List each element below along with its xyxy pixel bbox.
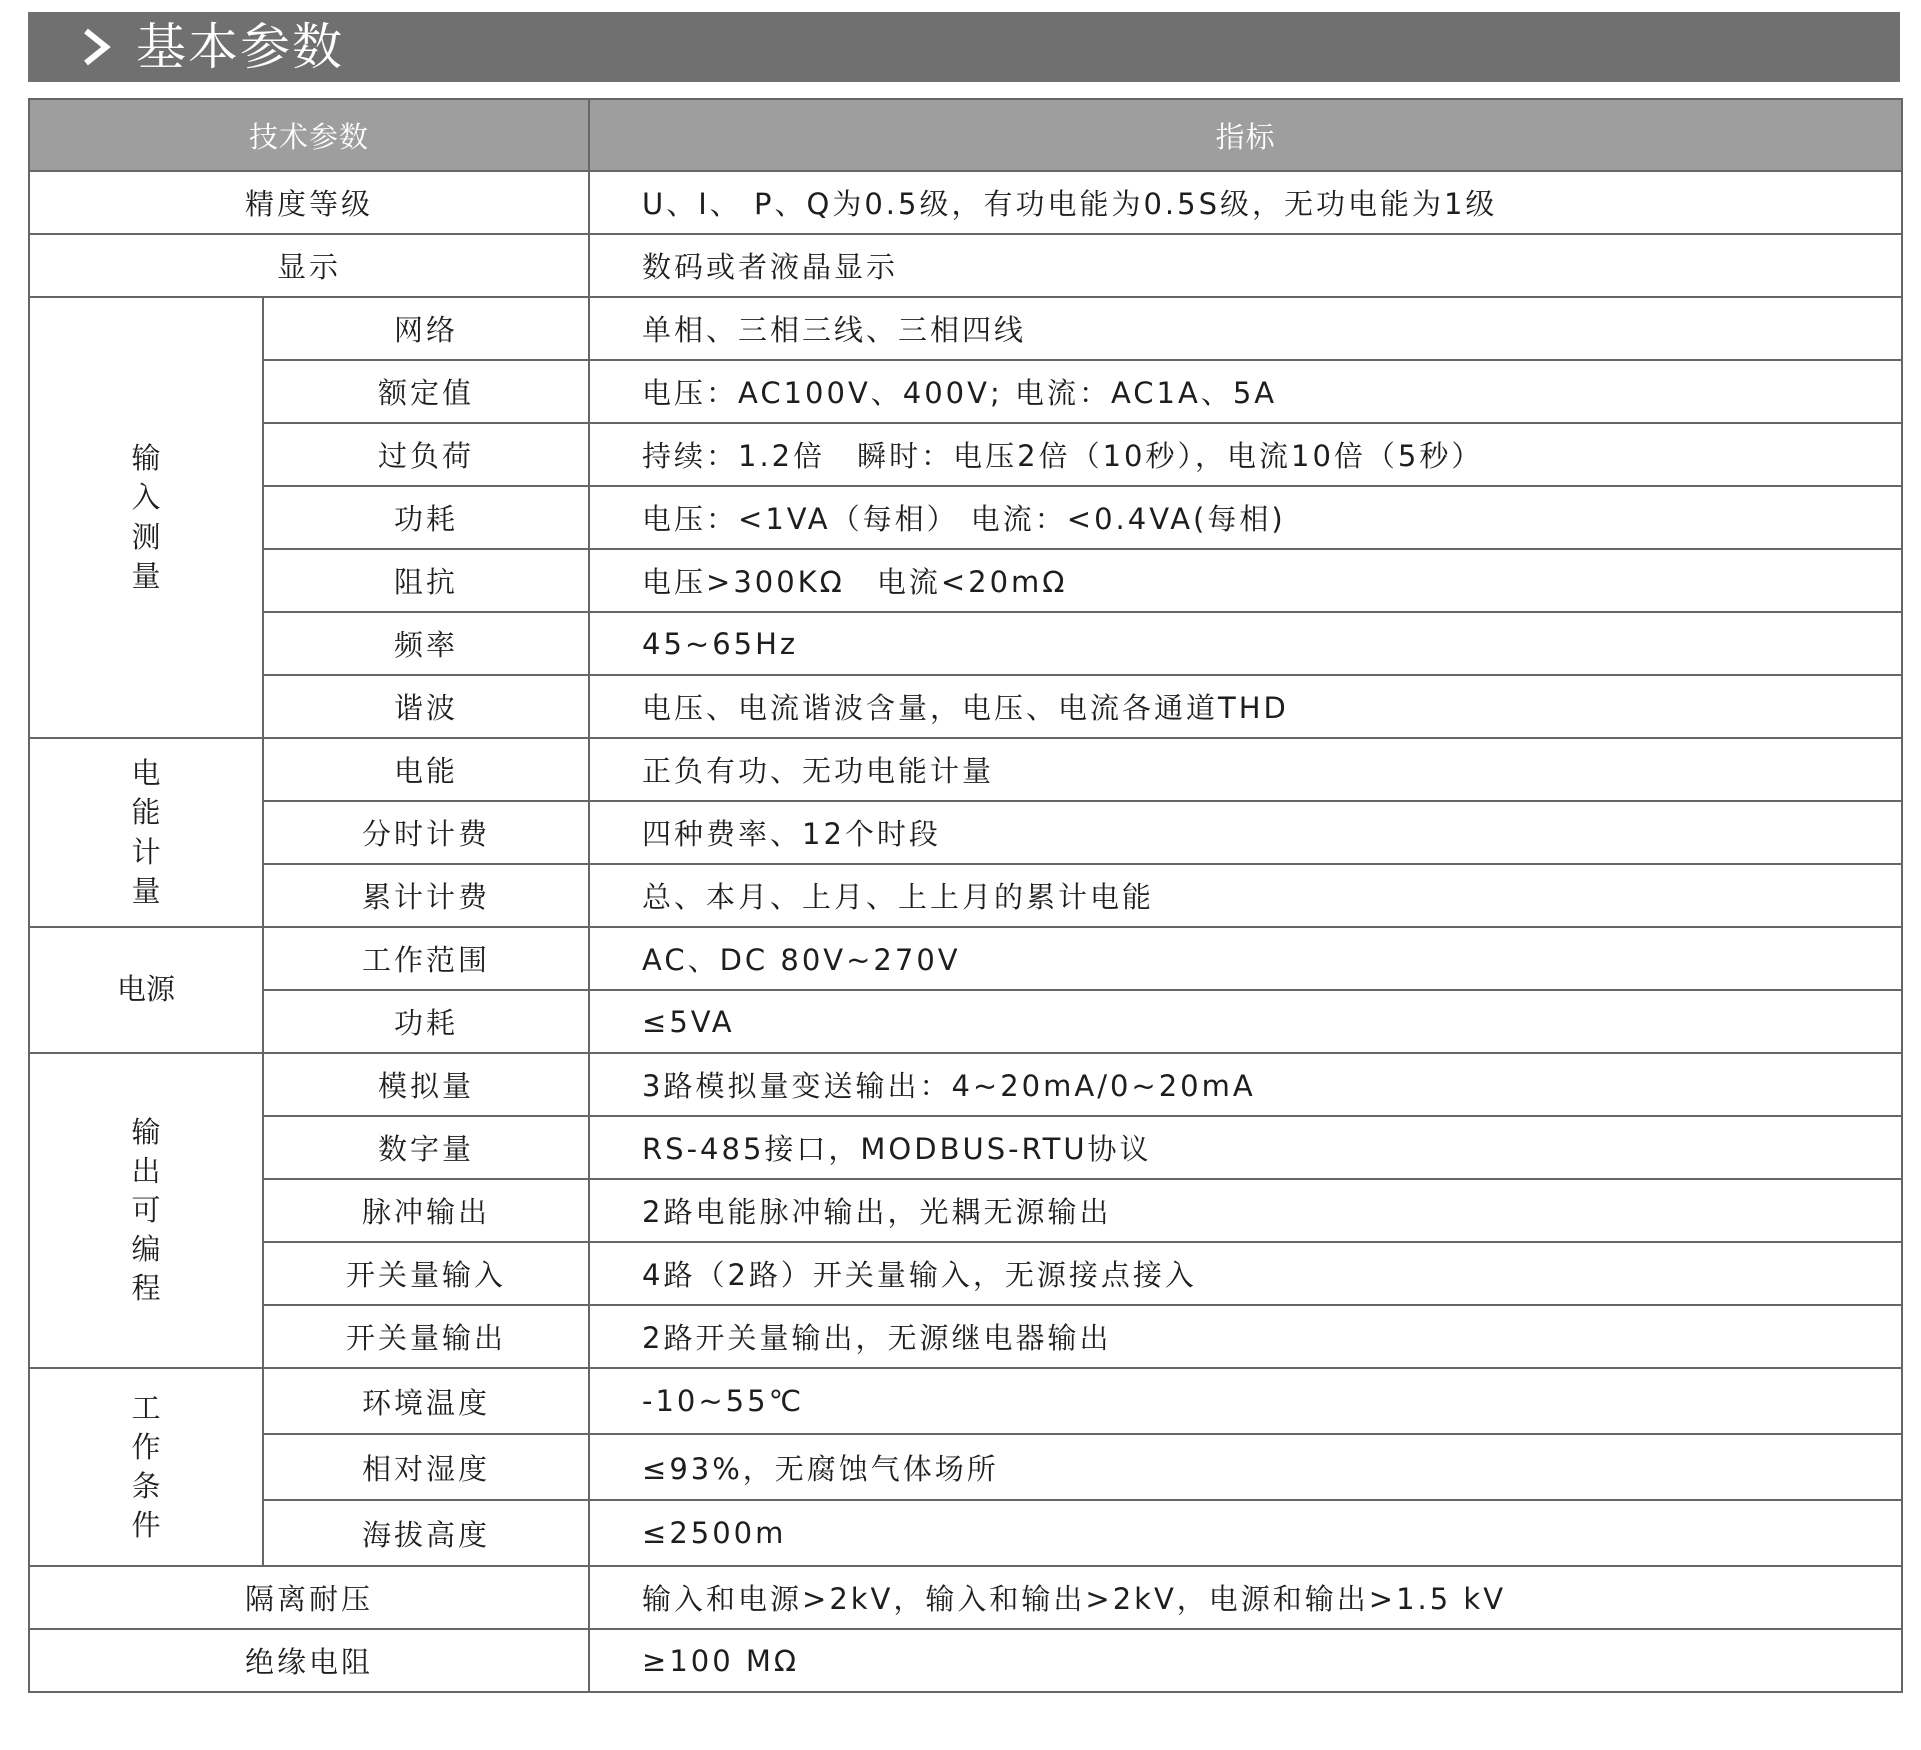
param-value: 电压、电流谐波含量，电压、电流各通道THD bbox=[589, 675, 1902, 738]
param-value: -10~55℃ bbox=[589, 1368, 1902, 1434]
param-label: 网络 bbox=[263, 297, 589, 360]
table-row bbox=[29, 549, 1902, 612]
table-row bbox=[29, 927, 1902, 990]
param-value: ≤5VA bbox=[589, 990, 1902, 1053]
param-value: 单相、三相三线、三相四线 bbox=[589, 297, 1902, 360]
param-label: 精度等级 bbox=[29, 171, 589, 234]
group-label: 电能计量 bbox=[131, 756, 161, 908]
group-label-cell bbox=[29, 1053, 263, 1368]
table-row bbox=[29, 1242, 1902, 1305]
param-label: 谐波 bbox=[263, 675, 589, 738]
param-value: ≤2500m bbox=[589, 1500, 1902, 1566]
param-label: 模拟量 bbox=[263, 1053, 589, 1116]
param-label: 过负荷 bbox=[263, 423, 589, 486]
param-label: 相对湿度 bbox=[263, 1434, 589, 1500]
param-label: 功耗 bbox=[263, 486, 589, 549]
param-label: 电能 bbox=[263, 738, 589, 801]
group-label-cell bbox=[29, 297, 263, 738]
param-label: 分时计费 bbox=[263, 801, 589, 864]
table-row bbox=[29, 1434, 1902, 1500]
param-value: RS-485接口，MODBUS-RTU协议 bbox=[589, 1116, 1902, 1179]
param-label: 脉冲输出 bbox=[263, 1179, 589, 1242]
group-label-cell bbox=[29, 738, 263, 927]
param-label: 开关量输入 bbox=[263, 1242, 589, 1305]
group-label: 电源 bbox=[116, 972, 175, 1007]
table-row bbox=[29, 738, 1902, 801]
param-label: 频率 bbox=[263, 612, 589, 675]
param-label: 功耗 bbox=[263, 990, 589, 1053]
param-value: ≥100 MΩ bbox=[589, 1629, 1902, 1692]
table-row bbox=[29, 486, 1902, 549]
table-row bbox=[29, 864, 1902, 927]
param-value: 电压：AC100V、400V; 电流：AC1A、5A bbox=[589, 360, 1902, 423]
table-row bbox=[29, 234, 1902, 297]
table-row bbox=[29, 360, 1902, 423]
table-row bbox=[29, 1368, 1902, 1434]
param-label: 绝缘电阻 bbox=[29, 1629, 589, 1692]
table-row bbox=[29, 801, 1902, 864]
param-value: 3路模拟量变送输出：4~20mA/0~20mA bbox=[589, 1053, 1902, 1116]
param-label: 显示 bbox=[29, 234, 589, 297]
param-value: AC、DC 80V~270V bbox=[589, 927, 1902, 990]
table-row bbox=[29, 612, 1902, 675]
param-label: 数字量 bbox=[263, 1116, 589, 1179]
param-label: 额定值 bbox=[263, 360, 589, 423]
table-row bbox=[29, 1116, 1902, 1179]
param-label: 隔离耐压 bbox=[29, 1566, 589, 1629]
param-label: 累计计费 bbox=[263, 864, 589, 927]
param-value: 输入和电源>2kV，输入和输出>2kV，电源和输出>1.5 kV bbox=[589, 1566, 1902, 1629]
section-title-bar bbox=[28, 12, 1900, 82]
param-label: 海拔高度 bbox=[263, 1500, 589, 1566]
group-label: 输入测量 bbox=[131, 441, 161, 593]
column-header-value: 指标 bbox=[589, 99, 1902, 171]
spec-table bbox=[28, 98, 1903, 1693]
group-label-cell bbox=[29, 927, 263, 1053]
table-row bbox=[29, 171, 1902, 234]
table-row bbox=[29, 990, 1902, 1053]
group-label: 工作条件 bbox=[131, 1390, 161, 1543]
table-row bbox=[29, 675, 1902, 738]
param-value: 45~65Hz bbox=[589, 612, 1902, 675]
param-value: 正负有功、无功电能计量 bbox=[589, 738, 1902, 801]
table-header-row bbox=[29, 99, 1902, 171]
param-label: 阻抗 bbox=[263, 549, 589, 612]
table-row bbox=[29, 423, 1902, 486]
param-label: 工作范围 bbox=[263, 927, 589, 990]
table-row bbox=[29, 1566, 1902, 1629]
param-value: 数码或者液晶显示 bbox=[589, 234, 1902, 297]
param-value: 4路（2路）开关量输入，无源接点接入 bbox=[589, 1242, 1902, 1305]
section-title: 基本参数 bbox=[136, 18, 344, 76]
group-label: 输出可编程 bbox=[131, 1114, 161, 1306]
param-label: 开关量输出 bbox=[263, 1305, 589, 1368]
param-value: 2路电能脉冲输出，光耦无源输出 bbox=[589, 1179, 1902, 1242]
param-label: 环境温度 bbox=[263, 1368, 589, 1434]
param-value: 电压：<1VA（每相） 电流：<0.4VA(每相) bbox=[589, 486, 1902, 549]
table-row bbox=[29, 1500, 1902, 1566]
param-value: 电压>300KΩ 电流<20mΩ bbox=[589, 549, 1902, 612]
table-row bbox=[29, 297, 1902, 360]
table-row bbox=[29, 1053, 1902, 1116]
spec-body bbox=[29, 171, 1902, 1692]
column-header-param: 技术参数 bbox=[29, 99, 589, 171]
table-row bbox=[29, 1305, 1902, 1368]
chevron-right-icon bbox=[76, 27, 116, 67]
param-value: 持续：1.2倍 瞬时：电压2倍（10秒），电流10倍（5秒） bbox=[589, 423, 1902, 486]
param-value: 总、本月、上月、上上月的累计电能 bbox=[589, 864, 1902, 927]
param-value: U、I、 P、Q为0.5级，有功电能为0.5S级，无功电能为1级 bbox=[589, 171, 1902, 234]
table-row bbox=[29, 1179, 1902, 1242]
param-value: 2路开关量输出，无源继电器输出 bbox=[589, 1305, 1902, 1368]
group-label-cell bbox=[29, 1368, 263, 1566]
param-value: ≤93%，无腐蚀气体场所 bbox=[589, 1434, 1902, 1500]
param-value: 四种费率、12个时段 bbox=[589, 801, 1902, 864]
table-row bbox=[29, 1629, 1902, 1692]
